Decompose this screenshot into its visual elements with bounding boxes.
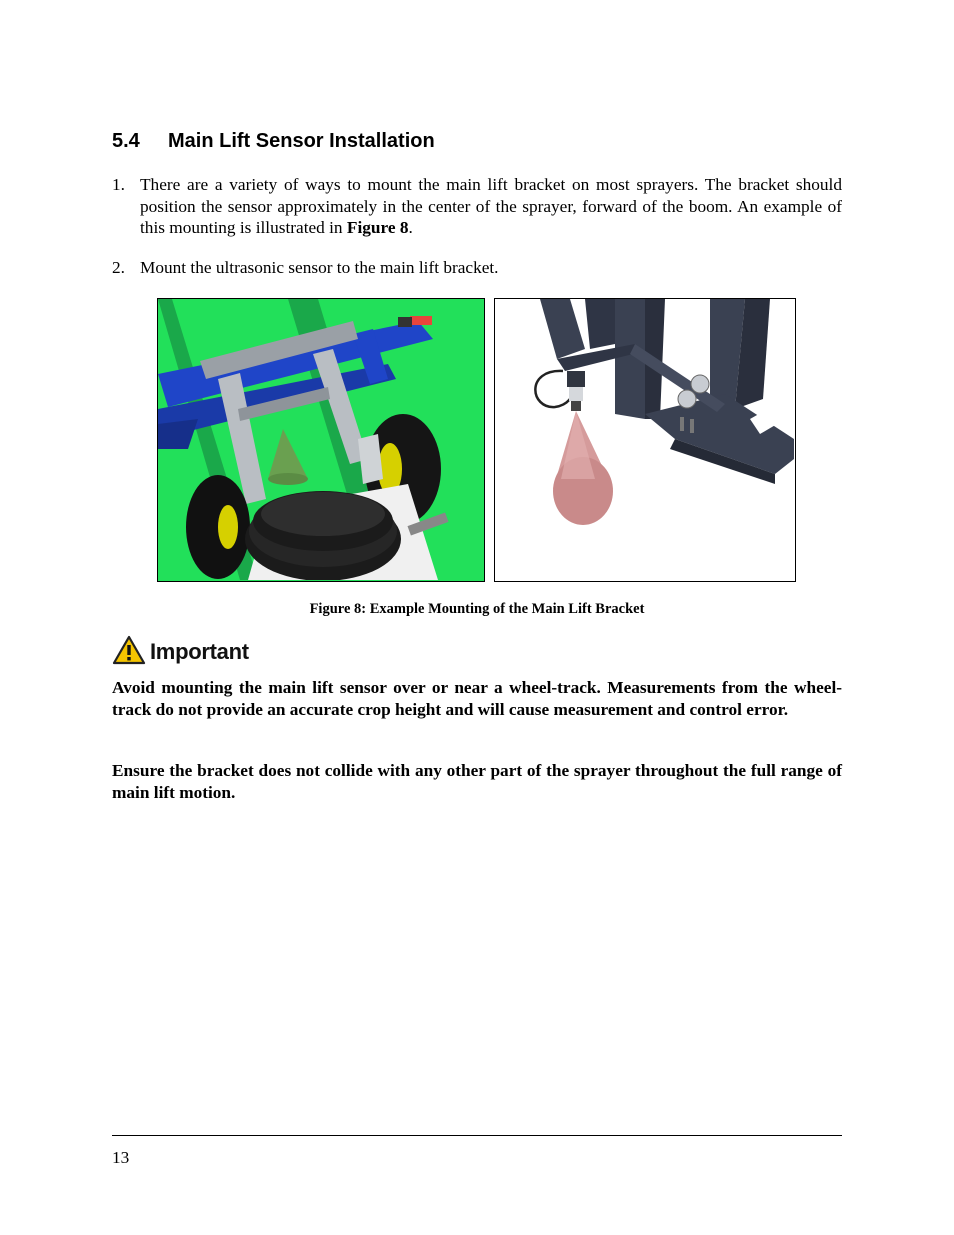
figure-reference: Figure 8 [346,218,409,238]
sensor-closeup-illustration [494,298,796,582]
step-number: 1. [112,175,125,194]
step-item [112,257,842,279]
step-text-main: There are a variety of ways to mount the main lift bracket on most sprayers. The bracket should position the sensor approximately in the center of the sprayer, forward of the boom. An example of this mounting is illustrated in [140,175,842,238]
sprayer-bracket-illustration [157,298,485,582]
figure-caption: Figure 8: Example Mounting of the Main Lift Bracket [309,601,645,617]
footer-divider [112,1135,842,1136]
section-number: 5.4 [112,130,140,152]
important-paragraph: Ensure the bracket does not collide with any other part of the sprayer throughout the full range of main lift motion. [112,761,842,802]
step-text-end: . [408,218,413,238]
important-notice [112,636,249,668]
step-item [112,174,842,239]
step-text [140,174,842,239]
important-label: Important [150,639,249,664]
warning-icon [112,635,146,670]
step-text: Mount the ultrasonic sensor to the main lift bracket. [140,258,499,277]
step-number: 2. [112,258,125,277]
important-paragraph: Avoid mounting the main lift sensor over or near a wheel-track. Measurements from the wheel-track do not provide an accurate crop height and will cause measurement and control error. [112,678,842,719]
page-number: 13 [112,1148,130,1167]
section-title: Main Lift Sensor Installation [168,130,435,152]
section-heading [112,130,435,153]
